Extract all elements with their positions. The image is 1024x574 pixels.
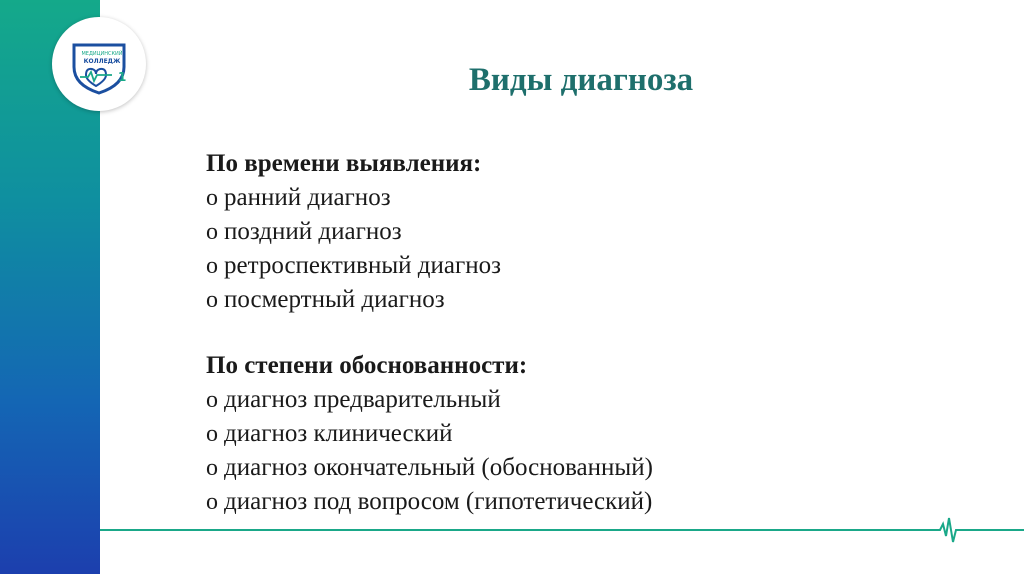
section-heading-validity: По степени обоснованности: [206, 352, 528, 379]
list-item: o ранний диагноз [206, 184, 391, 211]
list-item: o диагноз предварительный [206, 386, 501, 413]
bullet-circle-icon: o [206, 185, 218, 211]
section-spacer [206, 317, 966, 349]
slide-content [206, 147, 966, 519]
section-heading-time: По времени выявления: [206, 150, 482, 177]
list-item: o ретроспективный диагноз [206, 252, 501, 279]
heartbeat-line-icon [100, 514, 1024, 544]
bullet-circle-icon: o [206, 489, 218, 515]
logo-text-line2: КОЛЛЕДЖ [83, 58, 121, 65]
bullet-circle-icon: o [206, 455, 218, 481]
bullet-circle-icon: o [206, 219, 218, 245]
list-item: o диагноз клинический [206, 420, 453, 447]
list-item: o поздний диагноз [206, 218, 402, 245]
list-item: o посмертный диагноз [206, 286, 445, 313]
list-item: o диагноз окончательный (обоснованный) [206, 454, 653, 481]
bullet-circle-icon: o [206, 253, 218, 279]
logo-text-line1: МЕДИЦИНСКИЙ [81, 51, 123, 57]
logo-number: 1 [118, 70, 127, 84]
bullet-circle-icon: o [206, 387, 218, 413]
bullet-circle-icon: o [206, 421, 218, 447]
bullet-circle-icon: o [206, 287, 218, 313]
list-item: o диагноз под вопросом (гипотетический) [206, 488, 653, 515]
slide-title: Виды диагноза [468, 62, 694, 98]
